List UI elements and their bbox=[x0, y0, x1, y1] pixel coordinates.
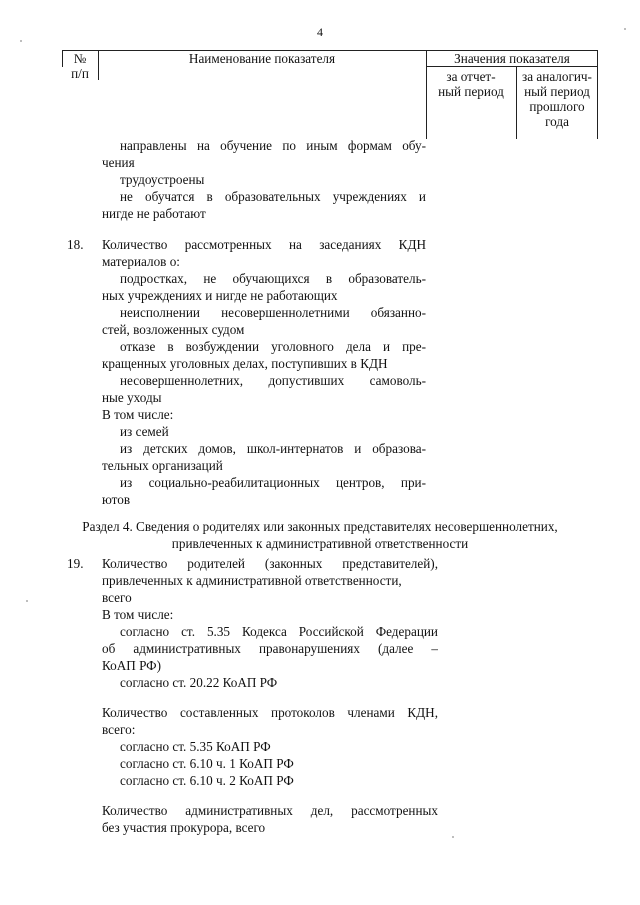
current-period-line: за отчет- bbox=[446, 69, 496, 84]
text-line: неисполнении несовершеннолетними обязанно- bbox=[120, 305, 426, 320]
text-line: всего bbox=[102, 590, 132, 605]
text-line: отказе в возбуждении уголовного дела и пре- bbox=[120, 339, 426, 354]
text-line: согласно ст. 5.35 Кодекса Российской Федерации bbox=[120, 624, 438, 639]
current-period-line: ный период bbox=[438, 84, 504, 99]
text-line: материалов о: bbox=[102, 254, 180, 269]
page-number: 4 bbox=[317, 25, 323, 39]
name-column-header: Наименование показателя bbox=[188, 51, 336, 66]
text-line: не обучатся в образовательных учреждениях и bbox=[120, 189, 426, 204]
scan-speck bbox=[26, 600, 28, 602]
item-number: 18. bbox=[67, 237, 84, 252]
text-line: Количество административных дел, рассмотренных bbox=[102, 803, 438, 818]
number-column-label-2: п/п bbox=[71, 66, 89, 81]
text-line: несовершеннолетних, допустивших самоволь- bbox=[120, 373, 426, 388]
text-line: стей, возложенных судом bbox=[102, 322, 245, 337]
text-line: из детских домов, школ-интернатов и образова- bbox=[120, 441, 426, 456]
number-column-label: № bbox=[73, 51, 87, 66]
text-line: В том числе: bbox=[102, 607, 174, 622]
text-line: ные уходы bbox=[102, 390, 162, 405]
text-line: тельных организаций bbox=[102, 458, 223, 473]
text-line: Количество составленных протоколов членами КДН, bbox=[102, 705, 438, 720]
text-line: ных учреждениях и нигде не работающих bbox=[102, 288, 338, 303]
text-line: направлены на обучение по иным формам обу- bbox=[120, 138, 426, 153]
text-line: Количество родителей (законных представителей), bbox=[102, 556, 438, 571]
text-line: из социально-реабилитационных центров, при- bbox=[120, 475, 426, 490]
previous-period-line: за аналогич- bbox=[522, 69, 592, 84]
text-line: без участия прокурора, всего bbox=[102, 820, 266, 835]
text-line: подростках, не обучающихся в образователь- bbox=[120, 271, 426, 286]
text-line: всего: bbox=[102, 722, 136, 737]
section-title: Раздел 4. Сведения о родителях или законных представителях несовершеннолетних, bbox=[82, 519, 558, 534]
text-line: из семей bbox=[120, 424, 169, 439]
scan-speck bbox=[624, 28, 626, 30]
text-line: согласно ст. 6.10 ч. 1 КоАП РФ bbox=[120, 756, 294, 771]
text-line: привлеченных к административной ответственности, bbox=[102, 573, 402, 588]
text-line: согласно ст. 6.10 ч. 2 КоАП РФ bbox=[120, 773, 294, 788]
scan-speck bbox=[452, 836, 454, 838]
text-line: трудоустроены bbox=[120, 172, 205, 187]
text-line: Количество рассмотренных на заседаниях КДН bbox=[102, 237, 426, 252]
text-line: кращенных уголовных делах, поступивших в КДН bbox=[102, 356, 388, 371]
previous-period-line: прошлого bbox=[529, 99, 585, 114]
previous-period-line: ный период bbox=[524, 84, 590, 99]
text-line: согласно ст. 20.22 КоАП РФ bbox=[120, 675, 278, 690]
text-line: ютов bbox=[102, 492, 131, 507]
item-number: 19. bbox=[67, 556, 84, 571]
section-title: привлеченных к административной ответственности bbox=[171, 536, 469, 551]
previous-period-line: года bbox=[545, 114, 569, 129]
text-line: КоАП РФ) bbox=[102, 658, 161, 673]
text-line: согласно ст. 5.35 КоАП РФ bbox=[120, 739, 271, 754]
text-line: В том числе: bbox=[102, 407, 174, 422]
values-column-header: Значения показателя bbox=[454, 51, 570, 66]
text-line: нигде не работают bbox=[102, 206, 206, 221]
scan-speck bbox=[20, 40, 22, 42]
text-line: об административных правонарушениях (далее – bbox=[102, 641, 438, 656]
text-line: чения bbox=[102, 155, 135, 170]
